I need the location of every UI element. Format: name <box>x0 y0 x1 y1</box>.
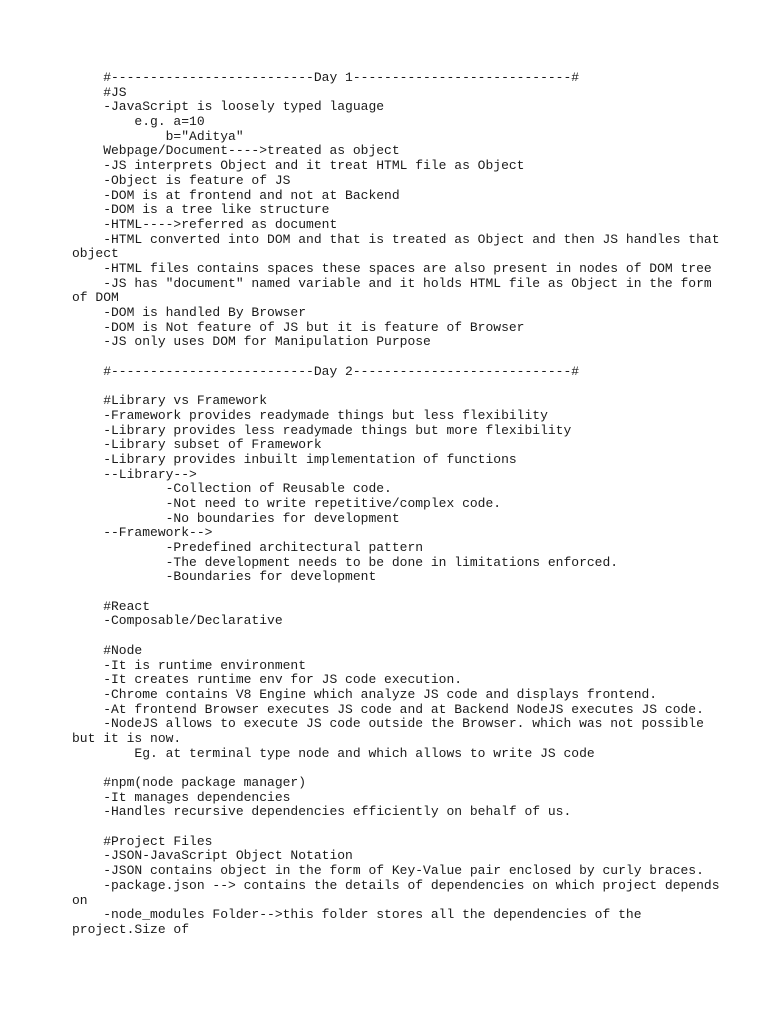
text-line: -JSON contains object in the form of Key-Value pair enclosed by curly braces. <box>72 863 704 879</box>
text-line: -Framework provides readymade things but less flexibility <box>72 407 548 423</box>
text-line: #Library vs Framework <box>72 393 268 409</box>
text-line <box>72 585 712 600</box>
text-line: -HTML---->referred as document <box>72 216 338 232</box>
text-line: -At frontend Browser executes JS code and at Backend NodeJS executes JS code. <box>72 701 704 717</box>
text-line: -Object is feature of JS <box>72 172 291 188</box>
text-line: #--------------------------Day 2----------------------------# <box>72 363 580 379</box>
text-line: object <box>72 246 119 262</box>
text-line: -DOM is handled By Browser <box>72 305 307 320</box>
text-line: -Library subset of Framework <box>72 437 322 453</box>
text-line: #--------------------------Day 1----------------------------# <box>72 70 580 85</box>
text-line: -node_modules Folder-->this folder stores all the dependencies of the <box>72 907 642 923</box>
text-line: Webpage/Document---->treated as object <box>72 143 400 159</box>
text-line <box>72 629 712 644</box>
text-line: -Not need to write repetitive/complex code. <box>72 495 502 511</box>
text-line: #JS <box>72 84 127 100</box>
text-line: -HTML converted into DOM and that is treated as Object and then JS handles that <box>72 231 720 247</box>
text-line: -Boundaries for development <box>72 569 377 585</box>
text-line: -DOM is a tree like structure <box>72 202 330 218</box>
text-line: -Library provides inbuilt implementation of functions <box>72 451 517 467</box>
text-line: -JSON-JavaScript Object Notation <box>72 848 353 864</box>
text-line: -No boundaries for development <box>72 510 400 526</box>
text-line: project.Size of <box>72 921 190 937</box>
text-line <box>72 379 712 394</box>
text-line: but it is now. <box>72 730 182 746</box>
text-line: -It creates runtime env for JS code execution. <box>72 672 463 688</box>
document-page <box>72 70 720 938</box>
text-line: -It manages dependencies <box>72 789 291 805</box>
text-line: --Library--> <box>72 466 197 482</box>
text-line <box>72 820 712 835</box>
text-line: -Library provides less readymade things but more flexibility <box>72 422 572 438</box>
text-line: -JS only uses DOM for Manipulation Purpose <box>72 334 431 350</box>
text-line: -DOM is at frontend and not at Backend <box>72 187 400 203</box>
text-line: #Project Files <box>72 833 213 849</box>
text-line: on <box>72 892 88 908</box>
text-line <box>72 350 712 365</box>
text-line: --Framework--> <box>72 525 213 541</box>
text-line: Eg. at terminal type node and which allows to write JS code <box>72 745 595 761</box>
text-line: b="Aditya" <box>72 128 244 144</box>
text-line: -Collection of Reusable code. <box>72 481 392 497</box>
text-line: #React <box>72 598 151 614</box>
text-line: #Node <box>72 642 143 658</box>
text-line: -NodeJS allows to execute JS code outside the Browser. which was not possible <box>72 716 704 732</box>
text-line: -The development needs to be done in limitations enforced. <box>72 554 619 570</box>
text-line: #npm(node package manager) <box>72 775 307 790</box>
text-line: -Composable/Declarative <box>72 613 283 629</box>
text-line: -JS interprets Object and it treat HTML file as Object <box>72 158 525 174</box>
text-line: of DOM <box>72 290 119 306</box>
text-line: -HTML files contains spaces these spaces are also present in nodes of DOM tree <box>72 260 712 276</box>
text-line: -JavaScript is loosely typed laguage <box>72 99 385 115</box>
text-line: -Predefined architectural pattern <box>72 540 424 555</box>
text-line: -DOM is Not feature of JS but it is feature of Browser <box>72 319 525 335</box>
text-line <box>72 761 712 776</box>
text-line: -Handles recursive dependencies efficiently on behalf of us. <box>72 804 572 820</box>
text-line: e.g. a=10 <box>72 114 205 130</box>
text-line: -It is runtime environment <box>72 657 307 673</box>
text-line: -package.json --> contains the details of dependencies on which project depends <box>72 877 720 893</box>
text-line: -Chrome contains V8 Engine which analyze JS code and displays frontend. <box>72 686 658 702</box>
text-line: -JS has "document" named variable and it holds HTML file as Object in the form <box>72 275 712 291</box>
